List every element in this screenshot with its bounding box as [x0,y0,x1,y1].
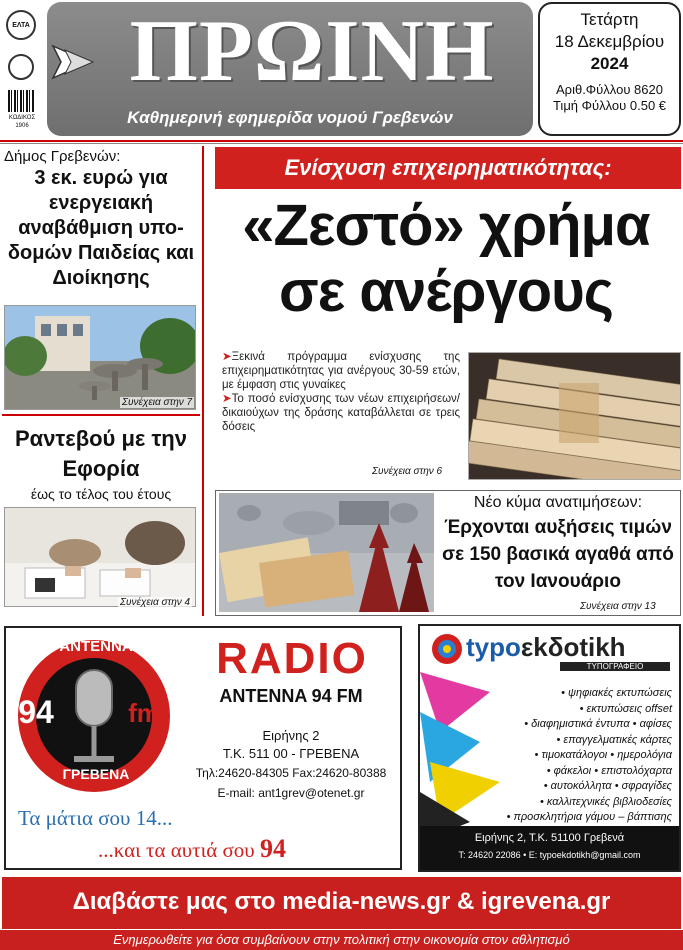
postal-code [4,114,40,130]
radio-phone: Τηλ:24620-84305 Fax:24620-80388 [195,766,387,780]
seal-icon [8,54,34,80]
typo-brand-typo: typo [466,632,521,662]
issue-year: 2024 [590,54,629,73]
bullet-arrow-icon: ➤ [222,393,232,405]
radio-subtitle: ANTENNA 94 FM [219,686,363,706]
story-left1-kicker: Δήμος Γρεβενών: [4,148,121,165]
main-headline-line1: «Ζεστό» χρήμα [242,193,650,258]
radio-slogan-2-number: 94 [259,834,286,863]
price-story-photo[interactable] [219,493,434,612]
main-story-continued[interactable]: Συνέχεια στην 6 [372,466,443,477]
typo-contact[interactable]: Τ: 24620 22086 • E: typoekdotikh@gmail.com [458,850,641,860]
radio-slogan-2 [98,834,286,864]
typo-service-item: • αυτοκόλλητα • σφραγίδες [543,780,672,792]
radio-slogan-2-text: ...και τα αυτιά σου [98,838,255,862]
masthead-arrow-icon [51,40,95,84]
story-left1-continued[interactable]: Συνέχεια στην 7 [122,397,193,408]
barcode-icon [8,90,34,112]
main-story-photo[interactable] [468,352,681,480]
main-story-kicker: Ενίσχυση επιχειρηματικότητας: [215,147,681,189]
radio-email[interactable]: E-mail: ant1grev@otenet.gr [217,786,365,800]
typo-tagline: ΤΥΠΟΓΡΑΦΕΙΟ [560,662,670,671]
issue-price: Τιμή Φύλλου 0.50 € [552,98,667,113]
typo-service-item: • εκτυπώσεις offset [579,702,672,715]
typoekdotikh-ad[interactable] [418,624,681,872]
elta-logo: ΕΛΤΑ [6,10,36,40]
typo-address: Ειρήνης 2, Τ.Κ. 51100 Γρεβενά [474,832,625,844]
story-left2-continued[interactable]: Συνέχεια στην 4 [120,597,191,608]
antenna-logo-top: ΑΝΤΕΝΝΑ [59,638,133,655]
main-bullet-1 [222,350,460,392]
code-label: ΚΩΔΙΚΟΣ [8,115,36,121]
postal-marks [2,2,40,136]
typo-service-item: • τιμοκατάλογοι • ημερολόγια [534,749,672,761]
typo-cmyk-graphic [420,672,510,842]
main-headline-line2: σε ανέργους [279,259,613,324]
price-story-kicker: Νέο κύμα ανατιμήσεων: [473,494,643,511]
column-divider [202,146,204,616]
story-left2-subhead: έως το τέλος του έτους [30,486,172,502]
radio-address2: Τ.Κ. 511 00 - ΓΡΕΒΕΝΑ [222,746,360,761]
issue-info-box [538,2,681,136]
main-story-headline[interactable] [210,193,682,325]
radio-address1: Ειρήνης 2 [262,728,320,743]
typo-service-item: • καλλιτεχνικές βιβλιοδεσίες [539,795,672,808]
newspaper-title: ΠΡΩΙΝΗ [129,3,495,100]
price-story-headline[interactable]: Έρχονται αυξήσεις τιμών σε 150 βασικά αγαθά από τον Ιανουάριο [442,517,674,592]
main-bullet-1-text: Ξεκινά πρόγραμμα ενίσχυσης της επιχειρηματικότητας για ανέργους 30-59 ετών, με έμφαση στις γυναίκες [222,351,460,391]
radio-slogan-1: Τα μάτια σου 14... [18,806,173,830]
antenna-logo-fm: fm [128,698,160,728]
story-left2-headline[interactable]: Ραντεβού με την Εφορία [15,426,187,481]
typo-service-item: • διαφημιστικά έντυπα • αφίσες [524,718,672,730]
story-divider [2,414,200,416]
radio-title: RADIO [216,634,368,683]
typo-brand-rest: εkδotikh [520,632,626,662]
main-story-bullets [222,350,460,434]
issue-day: Τετάρτη [580,10,639,29]
story-left2-photo[interactable] [4,507,196,607]
typo-service-item: • φάκελοι • επιστολόχαρτα [546,764,672,777]
online-banner[interactable]: Διαβάστε μας στο media-news.gr & igrevena.gr [2,877,681,929]
newspaper-subtitle: Καθημερινή εφημερίδα νομού Γρεβενών [127,108,453,127]
antenna-logo-number: 94 [18,694,54,730]
issue-number: Αριθ.Φύλλου 8620 [556,82,663,97]
radio-antenna-ad[interactable] [4,626,402,870]
masthead-divider [0,140,683,144]
antenna-logo-bottom: ΓΡΕΒΕΝΑ [62,766,130,782]
masthead [47,2,533,136]
code-number: 1906 [15,123,29,129]
issue-date: 18 Δεκεμβρίου [554,32,665,51]
bottom-ticker: Ενημερωθείτε για όσα συμβαίνουν στην πολιτική στην οικονομία στον αθλητισμό [0,930,683,950]
story-left1-photo[interactable] [4,305,196,410]
main-bullet-2 [222,392,460,434]
typo-brand [466,632,626,663]
story-left1-headline[interactable]: 3 εκ. ευρώ για ενεργειακή αναβάθμιση υπο-δομών Παιδείας και Διοίκησης [7,167,195,289]
typo-services-list [500,686,672,826]
typo-logo-icon [430,632,464,666]
price-story-continued[interactable]: Συνέχεια στην 13 [580,601,656,612]
main-bullet-2-text: Το ποσό ενίσχυσης των νέων επιχειρήσεων/δικαιούχων της δράσης καταβάλλεται σε τρεις δόσεις [222,393,460,433]
typo-service-item: • επαγγελματικές κάρτες [556,733,672,746]
bullet-arrow-icon: ➤ [222,351,232,363]
typo-service-item: • ψηφιακές εκτυπώσεις [561,687,672,699]
typo-service-item: • προσκλητήρια γάμου – βάπτισης [506,811,672,823]
